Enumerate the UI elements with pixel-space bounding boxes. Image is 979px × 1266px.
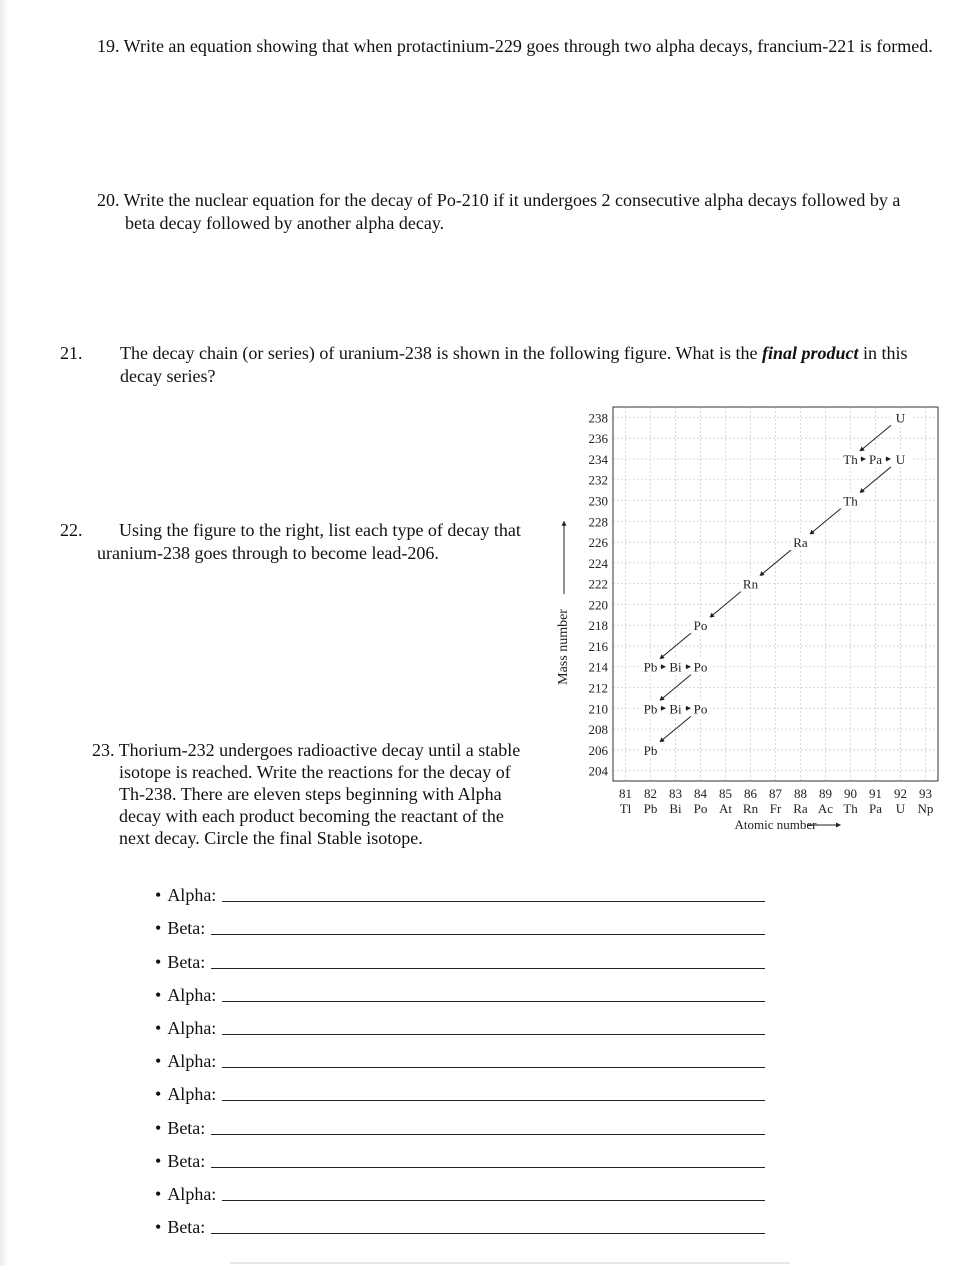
bullet-icon: • bbox=[155, 984, 162, 1005]
x-symbol-label: Ra bbox=[793, 801, 808, 816]
nuclide-label: Po bbox=[693, 618, 708, 634]
x-symbol-label: Tl bbox=[619, 801, 632, 816]
x-tick-label: 90 bbox=[844, 786, 857, 801]
x-symbol-label: Bi bbox=[669, 801, 682, 816]
answer-blank[interactable] bbox=[211, 967, 765, 969]
answer-blank[interactable] bbox=[222, 1000, 765, 1002]
question-22-number: 22. bbox=[60, 520, 83, 540]
x-symbol-label: Np bbox=[917, 801, 934, 816]
y-tick-label: 226 bbox=[588, 535, 608, 551]
x-symbol-label: Ac bbox=[817, 801, 834, 816]
answer-blank[interactable] bbox=[211, 1133, 765, 1135]
y-tick-label: 204 bbox=[588, 763, 608, 779]
question-19-text: 19. Write an equation showing that when protactinium-229 goes through two alpha decays, francium-221 is formed. bbox=[97, 36, 933, 56]
bullet-icon: • bbox=[155, 1017, 162, 1038]
bullet-icon: • bbox=[155, 1051, 162, 1072]
question-21-text-before: The decay chain (or series) of uranium-238 is shown in the following figure. What is the bbox=[120, 343, 762, 363]
x-tick-label: 87 bbox=[769, 786, 782, 801]
y-tick-label: 218 bbox=[588, 618, 608, 634]
answer-label: Beta: bbox=[167, 918, 206, 939]
question-23-text: 23. Thorium-232 undergoes radioactive decay until a stable isotope is reached. Write the reactions for the decay of Th-238. There are eleven steps beginning with Alpha decay with each product becoming the reactant of the next decay. Circle the final Stable isotope. bbox=[92, 740, 521, 848]
y-tick-label: 236 bbox=[588, 431, 608, 447]
answer-blank[interactable] bbox=[222, 1199, 765, 1201]
y-tick-label: 208 bbox=[588, 722, 608, 738]
y-tick-label: 220 bbox=[588, 597, 608, 613]
answer-line bbox=[155, 1006, 765, 1039]
x-symbol-label: Fr bbox=[769, 801, 782, 816]
bullet-icon: • bbox=[155, 1217, 162, 1238]
question-20-text: 20. Write the nuclear equation for the decay of Po-210 if it undergoes 2 consecutive alpha decays followed by a beta decay followed by another alpha decay. bbox=[97, 190, 901, 233]
answer-line bbox=[155, 1172, 765, 1205]
answer-blank[interactable] bbox=[211, 933, 765, 935]
answer-label: Alpha: bbox=[167, 1017, 217, 1038]
y-tick-label: 222 bbox=[588, 576, 608, 592]
nuclide-label: Ra bbox=[793, 535, 808, 551]
x-symbol-label: Th bbox=[843, 801, 858, 816]
y-tick-label: 216 bbox=[588, 638, 608, 654]
question-22-text: Using the figure to the right, list each type of decay that uranium-238 goes through to become lead-206. bbox=[97, 520, 521, 563]
question-19 bbox=[97, 35, 937, 58]
question-22 bbox=[60, 519, 530, 565]
y-tick-label: 214 bbox=[588, 659, 608, 675]
page-left-shadow bbox=[0, 0, 8, 1266]
x-axis-title: Atomic number bbox=[734, 817, 817, 832]
answer-list bbox=[155, 873, 765, 1238]
x-symbol-label: At bbox=[719, 801, 732, 816]
nuclide-label: U bbox=[895, 451, 906, 467]
question-21-text bbox=[120, 342, 940, 388]
nuclide-label: Pb bbox=[643, 701, 658, 717]
x-tick-label: 92 bbox=[894, 786, 907, 801]
x-tick-label: 81 bbox=[619, 786, 632, 801]
y-axis-title: Mass number bbox=[556, 609, 571, 685]
answer-blank[interactable] bbox=[211, 1166, 765, 1168]
bullet-icon: • bbox=[155, 1150, 162, 1171]
x-symbol-label: Rn bbox=[742, 801, 759, 816]
bullet-icon: • bbox=[155, 1117, 162, 1138]
nuclide-label: Bi bbox=[669, 659, 682, 675]
bullet-icon: • bbox=[155, 918, 162, 939]
answer-line bbox=[155, 1205, 765, 1238]
question-21 bbox=[60, 342, 940, 388]
answer-blank[interactable] bbox=[211, 1232, 765, 1234]
nuclide-label: Po bbox=[693, 701, 708, 717]
nuclide-label: Th bbox=[843, 451, 858, 467]
x-tick-label: 91 bbox=[869, 786, 882, 801]
x-tick-label: 88 bbox=[794, 786, 807, 801]
decay-series-chart bbox=[545, 395, 945, 840]
nuclide-label: Pb bbox=[643, 742, 658, 758]
nuclide-label: U bbox=[895, 410, 906, 426]
x-symbol-label: Po bbox=[693, 801, 708, 816]
answer-label: Alpha: bbox=[167, 885, 217, 906]
y-tick-label: 238 bbox=[588, 410, 608, 426]
nuclide-label: Pb bbox=[643, 659, 658, 675]
x-tick-label: 93 bbox=[919, 786, 932, 801]
answer-line bbox=[155, 1139, 765, 1172]
x-symbol-label: U bbox=[895, 801, 906, 816]
answer-label: Beta: bbox=[167, 1150, 206, 1171]
nuclide-label: Bi bbox=[669, 701, 682, 717]
bullet-icon: • bbox=[155, 951, 162, 972]
x-tick-label: 82 bbox=[644, 786, 657, 801]
answer-label: Alpha: bbox=[167, 1183, 217, 1204]
answer-line bbox=[155, 1039, 765, 1072]
x-tick-label: 89 bbox=[819, 786, 832, 801]
nuclide-label: Th bbox=[843, 493, 858, 509]
y-tick-label: 228 bbox=[588, 514, 608, 530]
answer-label: Alpha: bbox=[167, 1051, 217, 1072]
x-symbol-label: Pa bbox=[869, 801, 882, 816]
x-symbol-label: Pb bbox=[643, 801, 658, 816]
answer-label: Beta: bbox=[167, 1217, 206, 1238]
answer-line bbox=[155, 939, 765, 972]
bullet-icon: • bbox=[155, 1183, 162, 1204]
y-tick-label: 232 bbox=[588, 472, 608, 488]
bullet-icon: • bbox=[155, 885, 162, 906]
answer-blank[interactable] bbox=[222, 1033, 765, 1035]
x-tick-label: 85 bbox=[719, 786, 732, 801]
answer-line bbox=[155, 973, 765, 1006]
question-21-number: 21. bbox=[60, 343, 83, 363]
nuclide-label: Po bbox=[693, 659, 708, 675]
question-21-emphasis: final product bbox=[762, 343, 859, 363]
nuclide-label: Pa bbox=[869, 451, 882, 467]
question-20 bbox=[97, 189, 927, 235]
answer-line bbox=[155, 906, 765, 939]
y-tick-label: 230 bbox=[588, 493, 608, 509]
question-23 bbox=[92, 739, 522, 849]
answer-label: Alpha: bbox=[167, 1084, 217, 1105]
y-tick-label: 234 bbox=[588, 451, 608, 467]
answer-label: Alpha: bbox=[167, 984, 217, 1005]
nuclide-label: Rn bbox=[742, 576, 759, 592]
y-tick-label: 224 bbox=[588, 555, 608, 571]
answer-blank[interactable] bbox=[222, 900, 765, 902]
answer-blank[interactable] bbox=[222, 1099, 765, 1101]
x-tick-label: 84 bbox=[694, 786, 707, 801]
answer-line bbox=[155, 873, 765, 906]
bullet-icon: • bbox=[155, 1084, 162, 1105]
question-21-text-after: in this decay series? bbox=[120, 343, 908, 386]
answer-label: Beta: bbox=[167, 1117, 206, 1138]
answer-line bbox=[155, 1072, 765, 1105]
y-tick-label: 212 bbox=[588, 680, 608, 696]
answer-line bbox=[155, 1105, 765, 1138]
x-tick-label: 86 bbox=[744, 786, 757, 801]
y-tick-label: 206 bbox=[588, 742, 608, 758]
x-tick-label: 83 bbox=[669, 786, 682, 801]
page-bottom-edge bbox=[230, 1262, 790, 1264]
answer-label: Beta: bbox=[167, 951, 206, 972]
y-tick-label: 210 bbox=[588, 701, 608, 717]
answer-blank[interactable] bbox=[222, 1066, 765, 1068]
